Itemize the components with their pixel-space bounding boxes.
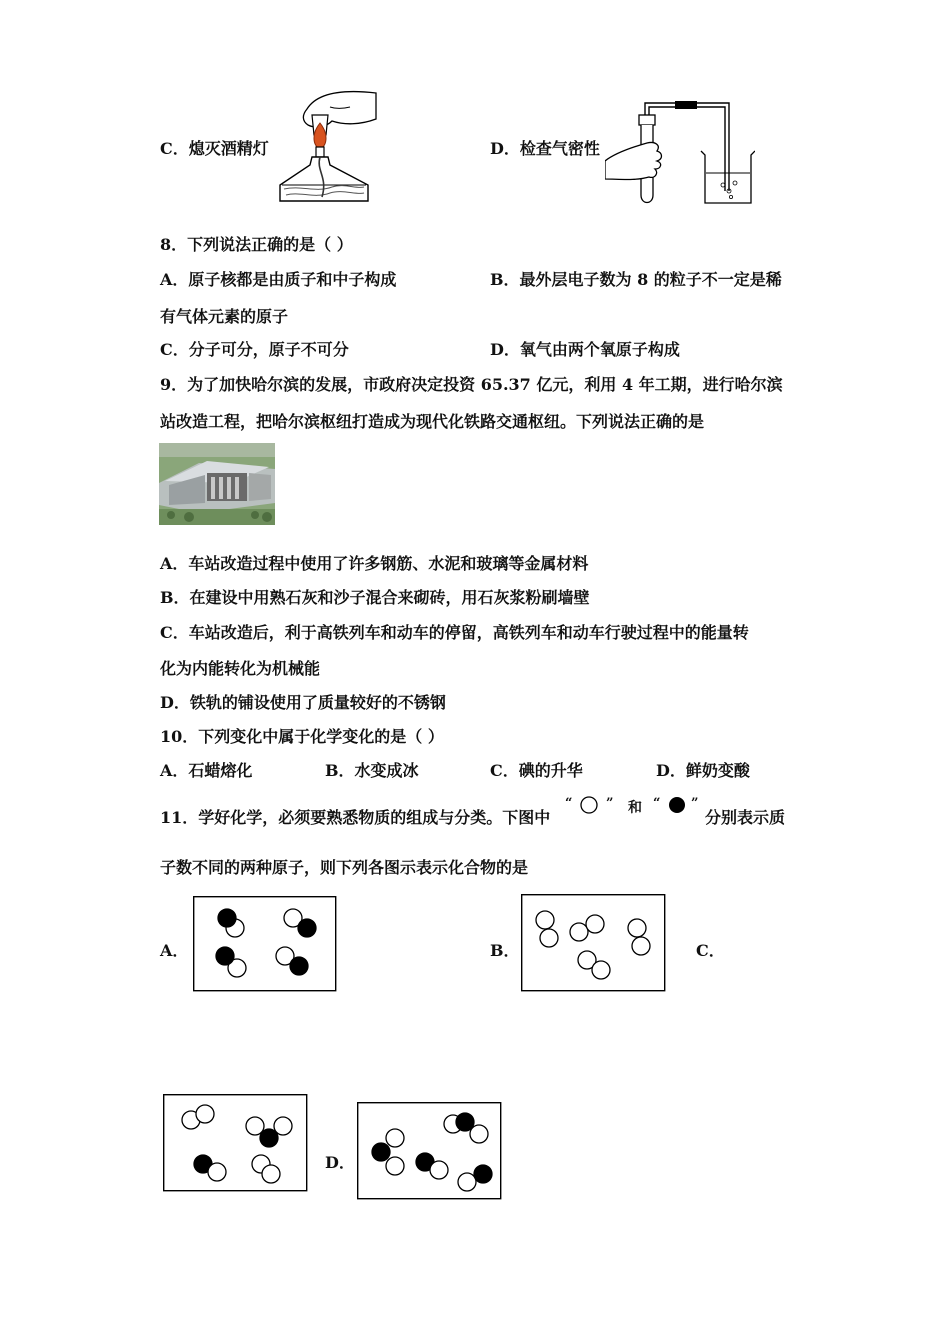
q11-stem-part-b: 分别表示质	[705, 808, 786, 827]
q9-option-c-line2: 化为内能转化为机械能	[160, 659, 321, 678]
q9-option-a: A．车站改造过程中使用了许多钢筋、水泥和玻璃等金属材料	[160, 554, 589, 573]
airtightness-figure	[605, 95, 755, 207]
q11-label-d: D．	[325, 1153, 355, 1172]
q10-option-d: D．鲜奶变酸	[656, 761, 750, 780]
q9-stem-line1: 9．为了加快哈尔滨的发展，市政府决定投资 65.37 亿元，利用 4 年工期，进行哈尔滨	[160, 375, 783, 394]
q11-diagram-d	[357, 1102, 503, 1200]
q11-label-c: C．	[696, 941, 725, 960]
q7-option-c: C．熄灭酒精灯	[160, 139, 269, 158]
q8-stem: 8．下列说法正确的是（ ）	[160, 235, 353, 254]
hand-illustration	[605, 142, 662, 179]
q8-option-b-line1: B．最外层电子数为 8 的粒子不一定是稀	[490, 270, 782, 289]
quote-close-2: ”	[691, 796, 699, 811]
q9-option-c-line1: C．车站改造后，利于高铁列车和动车的停留，高铁列车和动车行驶过程中的能量转	[160, 623, 749, 642]
q11-stem-line2: 子数不同的两种原子，则下列各图示表示化合物的是	[160, 858, 529, 877]
q10-option-a: A．石蜡熔化	[160, 761, 253, 780]
q8-option-a: A．原子核都是由质子和中子构成	[160, 270, 397, 289]
q8-option-d: D．氧气由两个氧原子构成	[490, 340, 680, 359]
beaker	[701, 151, 755, 203]
white-atom-legend	[579, 795, 599, 815]
q10-option-c: C．碘的升华	[490, 761, 583, 780]
q7-option-d: D．检查气密性	[490, 139, 600, 158]
black-atom-legend	[667, 795, 687, 815]
q9-option-b: B．在建设中用熟石灰和沙子混合来砌砖，用石灰浆粉刷墙壁	[160, 588, 590, 607]
alcohol-lamp-figure	[272, 85, 380, 205]
quote-close-1: ”	[606, 796, 614, 811]
q11-label-b: B．	[490, 941, 520, 960]
quote-open-2: “	[653, 796, 661, 811]
q8-option-c: C．分子可分，原子不可分	[160, 340, 349, 359]
q10-stem: 10．下列变化中属于化学变化的是（ ）	[160, 727, 444, 746]
q11-diagram-a	[193, 896, 337, 992]
station-photo	[159, 443, 275, 525]
quote-open-1: “	[565, 796, 573, 811]
q9-option-d: D．铁轨的铺设使用了质量较好的不锈钢	[160, 693, 446, 712]
q10-option-b: B．水变成冰	[325, 761, 419, 780]
q8-option-b-line2: 有气体元素的原子	[160, 307, 289, 326]
q11-diagram-b	[521, 894, 667, 992]
q11-label-a: A．	[160, 941, 189, 960]
q11-stem-part-a: 11．学好化学，必须要熟悉物质的组成与分类。下图中	[160, 808, 551, 827]
and-word: 和	[628, 800, 642, 816]
q9-stem-line2: 站改造工程，把哈尔滨枢纽打造成为现代化铁路交通枢纽。下列说法正确的是	[160, 412, 705, 431]
q11-diagram-c	[163, 1094, 309, 1192]
